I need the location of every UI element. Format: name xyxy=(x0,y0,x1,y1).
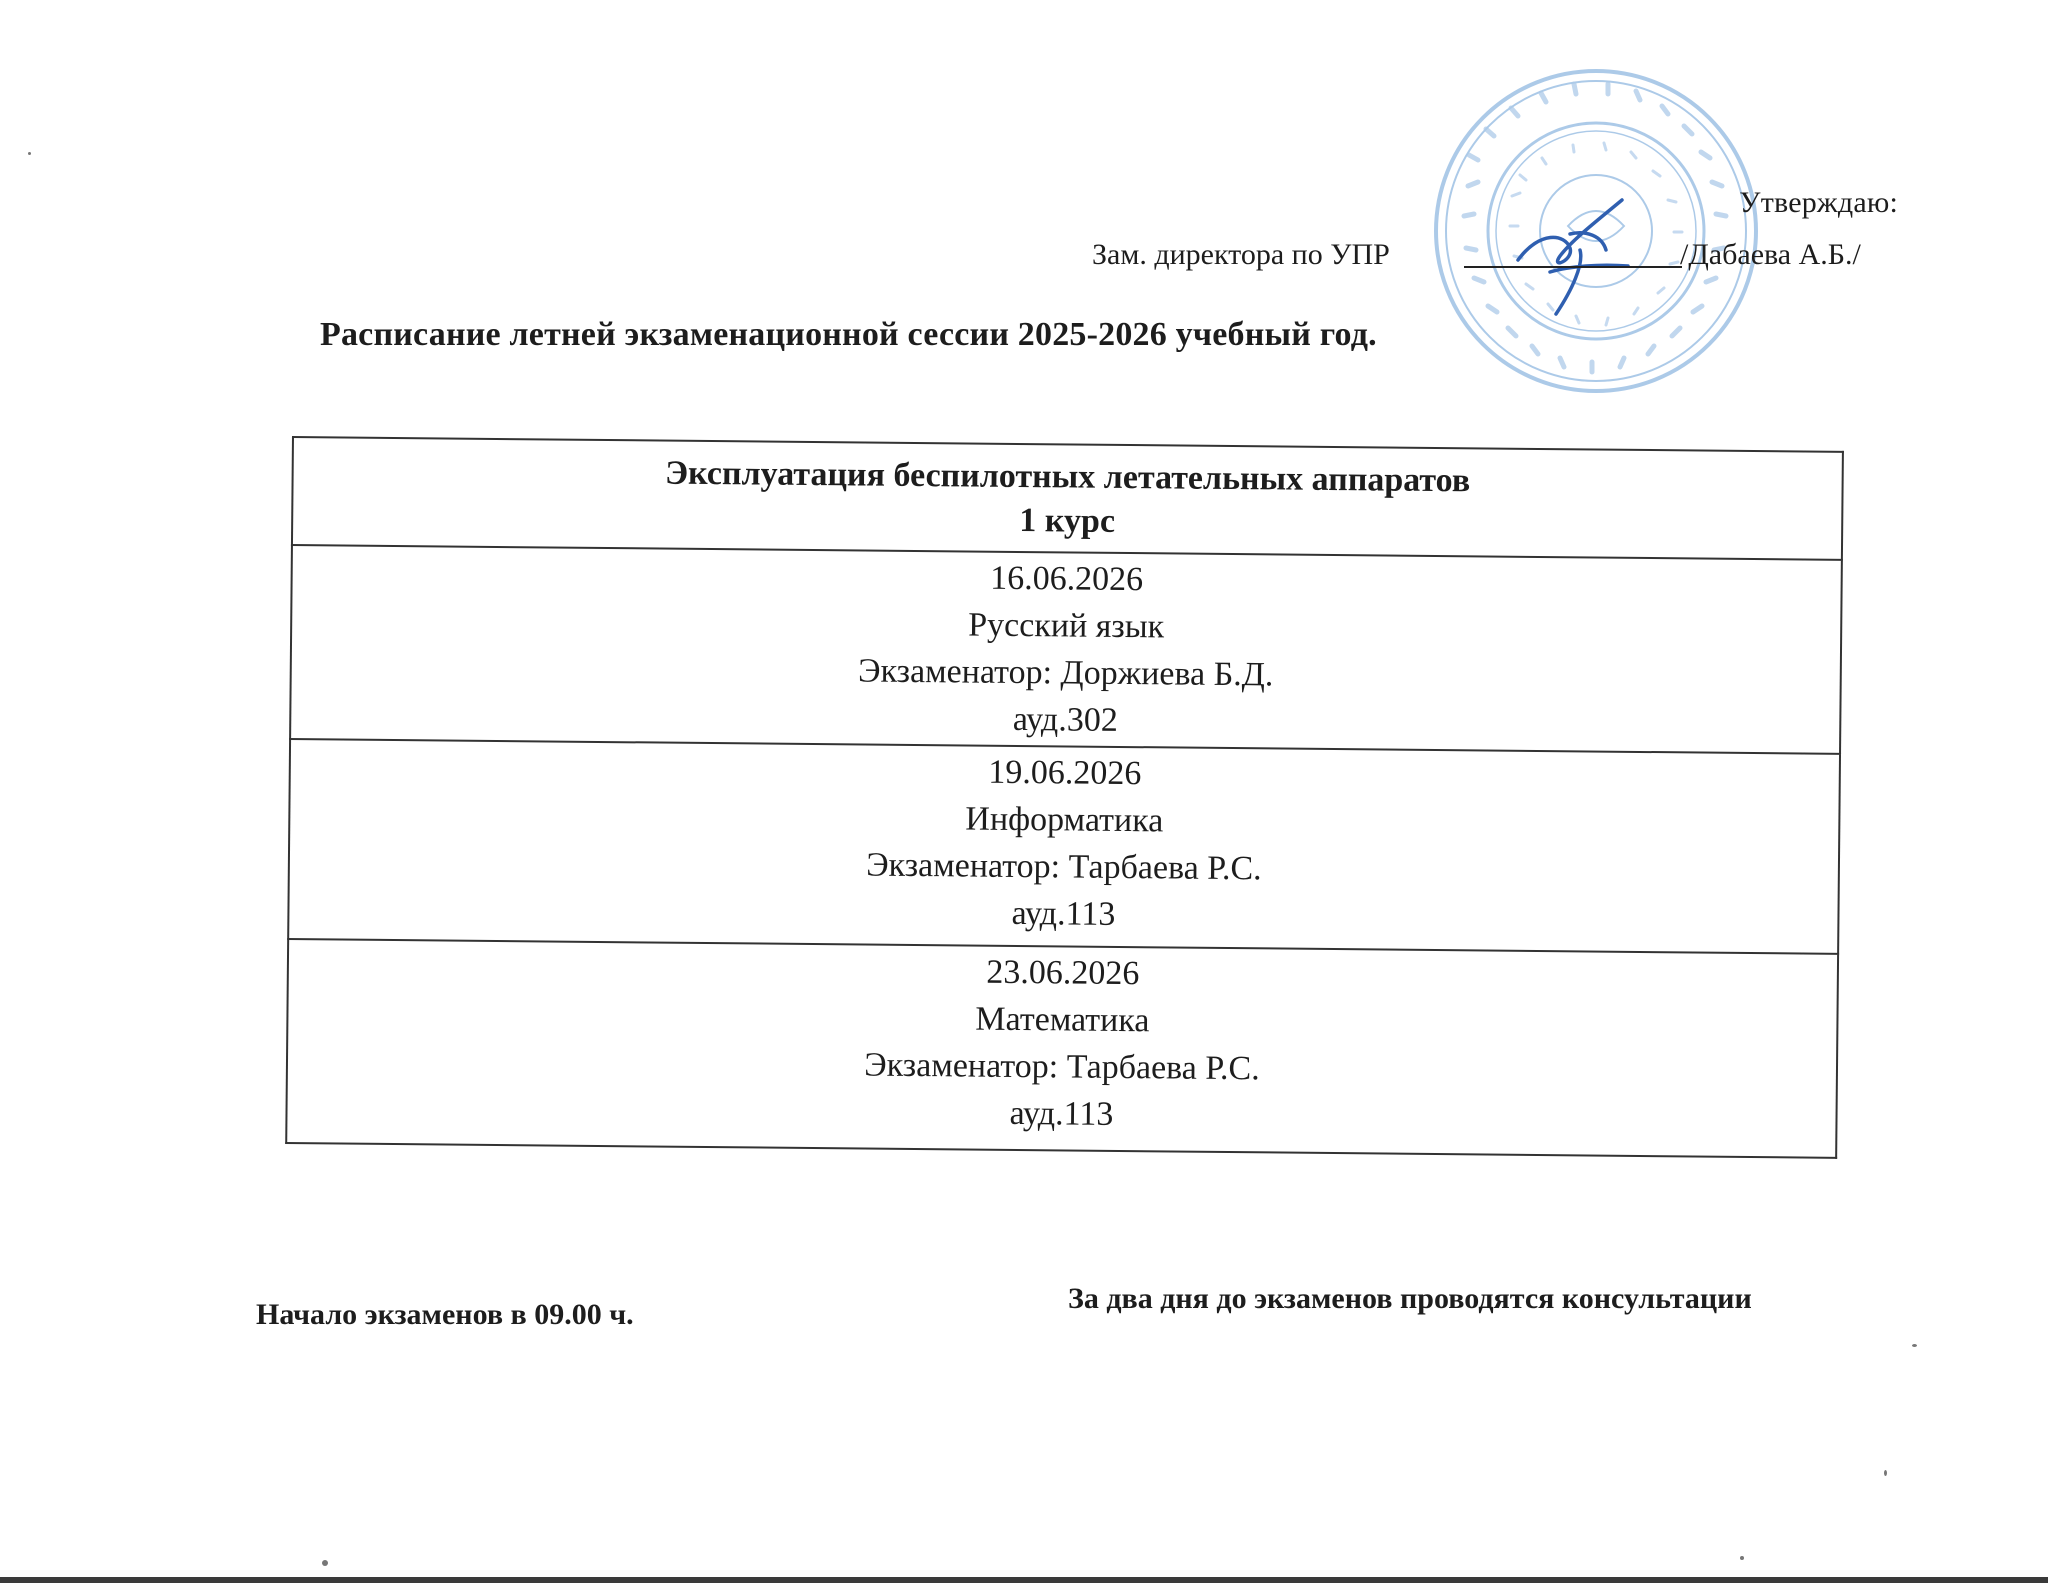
exam-date: 19.06.2026 xyxy=(988,753,1142,793)
exam-subject: Математика xyxy=(975,1000,1150,1040)
exam-examiner: Экзаменатор: Тарбаева Р.С. xyxy=(864,1046,1260,1088)
approval-line xyxy=(1092,234,1892,278)
exam-cell xyxy=(288,739,1840,954)
scan-speck xyxy=(1884,1470,1887,1476)
exam-room: ауд.113 xyxy=(1011,894,1116,933)
exam-cell xyxy=(286,939,1838,1158)
exam-examiner: Экзаменатор: Тарбаева Р.С. xyxy=(866,846,1262,888)
program-name: Эксплуатация беспилотных летательных аппаратов xyxy=(664,454,1471,500)
exam-date: 23.06.2026 xyxy=(986,953,1140,993)
exam-room: ауд.302 xyxy=(1012,700,1119,739)
table-row xyxy=(290,545,1842,754)
signature-underline xyxy=(1464,266,1682,268)
exam-schedule-table xyxy=(285,436,1844,1159)
consultation-note: За два дня до экзаменов проводятся консультации xyxy=(1068,1282,1752,1315)
table-header-row xyxy=(292,437,1843,560)
exam-cell xyxy=(290,545,1842,754)
exam-subject: Информатика xyxy=(965,800,1164,840)
exam-date: 16.06.2026 xyxy=(989,559,1144,599)
approver-name: /Дабаева А.Б./ xyxy=(1680,238,1861,271)
exam-examiner: Экзаменатор: Доржиева Б.Д. xyxy=(857,652,1274,694)
approver-role: Зам. директора по УПР xyxy=(1092,238,1390,271)
table-row xyxy=(288,739,1840,954)
document-title: Расписание летней экзаменационной сессии 2025-2026 учебный год. xyxy=(320,316,1377,353)
scan-speck xyxy=(28,152,31,155)
exam-subject: Русский язык xyxy=(968,606,1165,646)
scan-bottom-edge xyxy=(0,1577,2048,1583)
exam-start-note: Начало экзаменов в 09.00 ч. xyxy=(256,1298,634,1331)
course-label: 1 курс xyxy=(1019,501,1116,540)
table-row xyxy=(286,939,1838,1158)
program-header-cell xyxy=(292,437,1843,560)
scan-speck xyxy=(1912,1344,1917,1347)
scan-speck xyxy=(322,1560,328,1566)
scan-speck xyxy=(1740,1556,1744,1560)
exam-room: ауд.113 xyxy=(1009,1094,1114,1133)
approve-label: Утверждаю: xyxy=(1739,186,1898,219)
